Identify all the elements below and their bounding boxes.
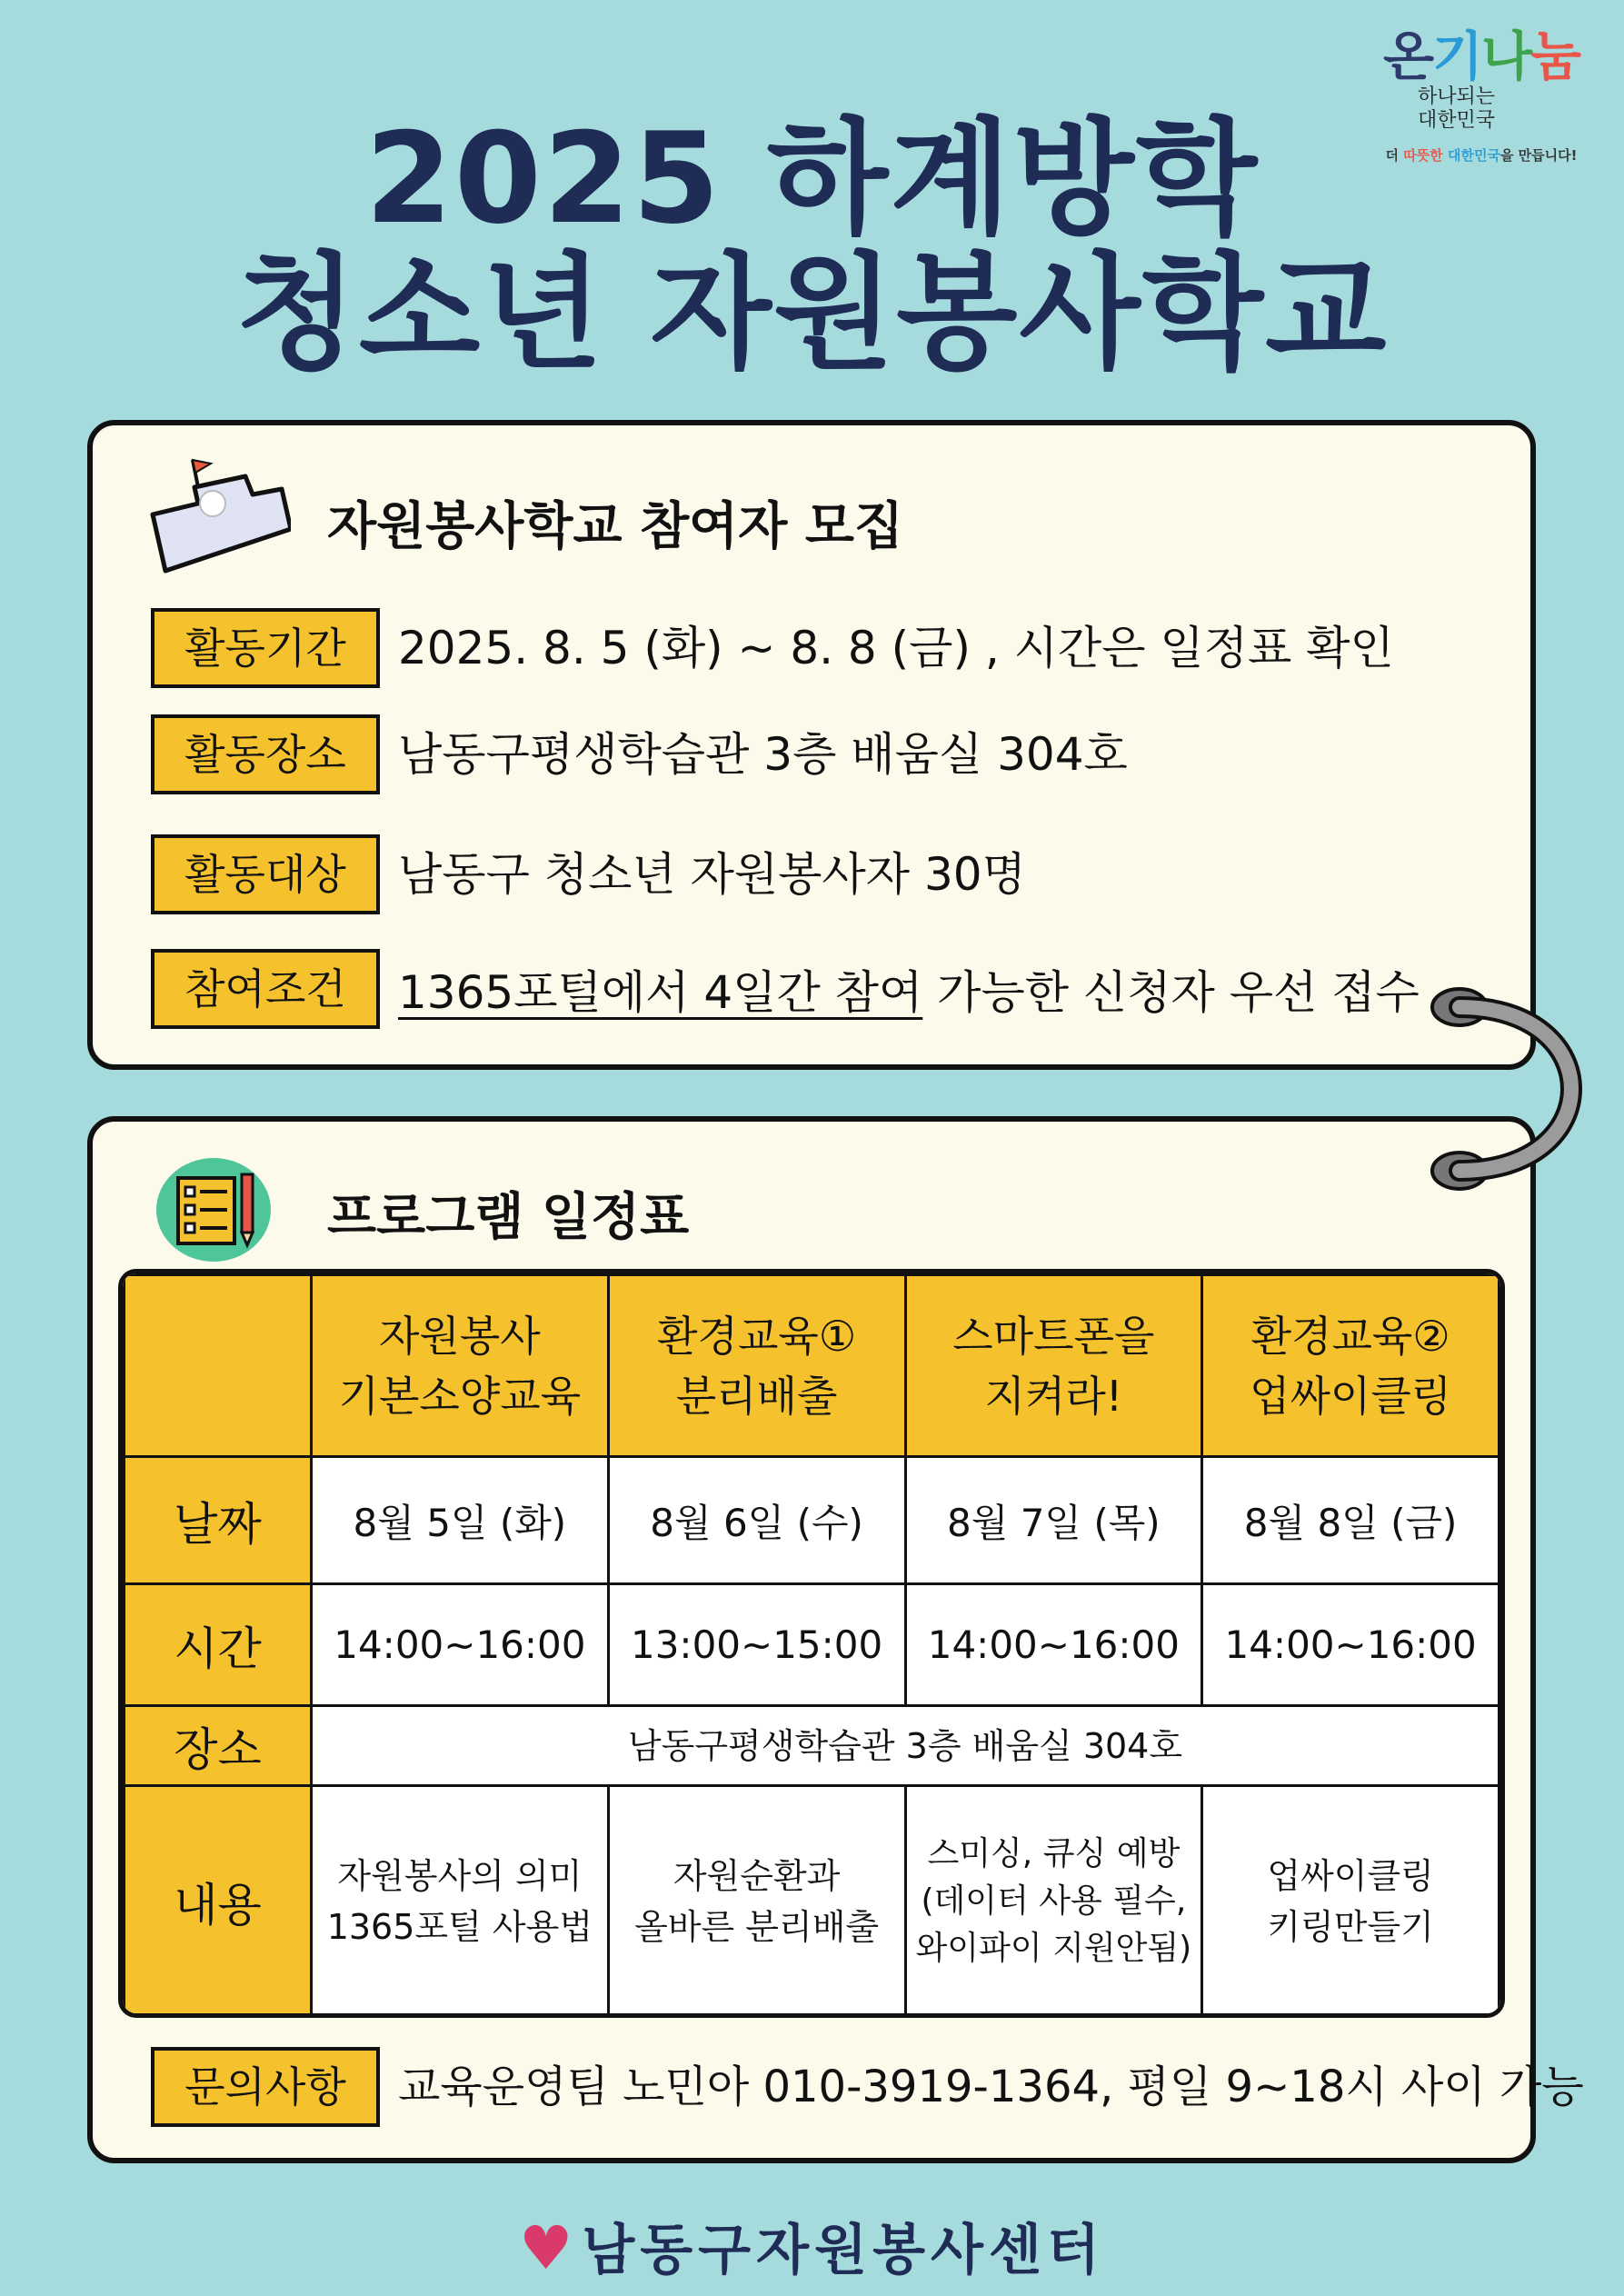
row-label-place: 장소 [125,1706,312,1786]
place-cell: 남동구평생학습관 3층 배움실 304호 [312,1706,1499,1786]
logo-wordmark: 온기나눔 [1382,25,1580,87]
row-label-content: 내용 [125,1786,312,2017]
time-cell: 14:00~16:00 [905,1584,1202,1706]
time-cell: 13:00~15:00 [608,1584,905,1706]
program-column-header: 환경교육① 분리배출 [608,1275,905,1457]
podium-flag-icon [145,451,291,578]
content-cell: 스미싱, 큐싱 예방 (데이터 사용 필수, 와이파이 지원안됨) [905,1786,1202,2017]
content-cell: 자원순환과 올바른 분리배출 [608,1786,905,2017]
label-contact: 문의사항 [151,2047,380,2127]
footer-org-name: 남동구자원봉사센터 [582,2219,1105,2282]
content-cell: 업싸이클링 키링만들기 [1202,1786,1499,2017]
time-cell: 14:00~16:00 [312,1584,609,1706]
row-label-date: 날짜 [125,1457,312,1584]
page-title-line1: 2025 하계방학 [364,105,1260,252]
table-corner-cell [125,1275,312,1457]
content-cell: 자원봉사의 의미 1365포털 사용법 [312,1786,609,2017]
schedule-heading: 프로그램 일정표 [327,1188,690,1247]
time-cell: 14:00~16:00 [1202,1584,1499,1706]
checklist-pen-icon [154,1156,273,1263]
logo-subtext: 하나되는 대한민국 [1418,85,1496,132]
label-participation-condition: 참여조건 [151,949,380,1029]
table-header-row [125,1275,1499,1457]
label-activity-period: 활동기간 [151,608,380,688]
value-activity-target: 남동구 청소년 자원봉사자 30명 [398,848,1026,901]
value-activity-period: 2025. 8. 5 (화) ~ 8. 8 (금) , 시간은 일정표 확인 [398,622,1394,674]
value-participation-condition: 1365포털에서 4일간 참여 가능한 신청자 우선 접수 [398,966,1420,1019]
date-cell: 8월 6일 (수) [608,1457,905,1584]
table-row-time [125,1584,1499,1706]
schedule-table [118,1269,1505,2018]
program-column-header: 자원봉사 기본소양교육 [312,1275,609,1457]
table-row-content [125,1786,1499,2017]
footer-org [0,2207,1624,2285]
label-activity-place: 활동장소 [151,714,380,794]
date-cell: 8월 7일 (목) [905,1457,1202,1584]
date-cell: 8월 8일 (금) [1202,1457,1499,1584]
table-row-date [125,1457,1499,1584]
value-contact: 교육운영팀 노민아 010-3919-1364, 평일 9~18시 사이 가능 [398,2061,1584,2112]
condition-underlined-text: 1365포털에서 4일간 참여 [398,966,923,1019]
binder-ring-icon [1418,982,1599,1218]
row-label-time: 시간 [125,1584,312,1706]
table-row-place [125,1706,1499,1786]
date-cell: 8월 5일 (화) [312,1457,609,1584]
program-column-header: 스마트폰을 지켜라! [905,1275,1202,1457]
program-column-header: 환경교육② 업싸이클링 [1202,1275,1499,1457]
heart-logo-icon: ♥ [519,2213,579,2283]
page-title-line2: 청소년 자원봉사학교 [235,240,1389,386]
label-activity-target: 활동대상 [151,834,380,914]
recruit-heading: 자원봉사학교 참여자 모집 [327,497,904,556]
logo-tagline: 더 따뜻한 대한민국을 만듭니다! [1385,147,1578,164]
value-activity-place: 남동구평생학습관 3층 배움실 304호 [398,728,1128,781]
